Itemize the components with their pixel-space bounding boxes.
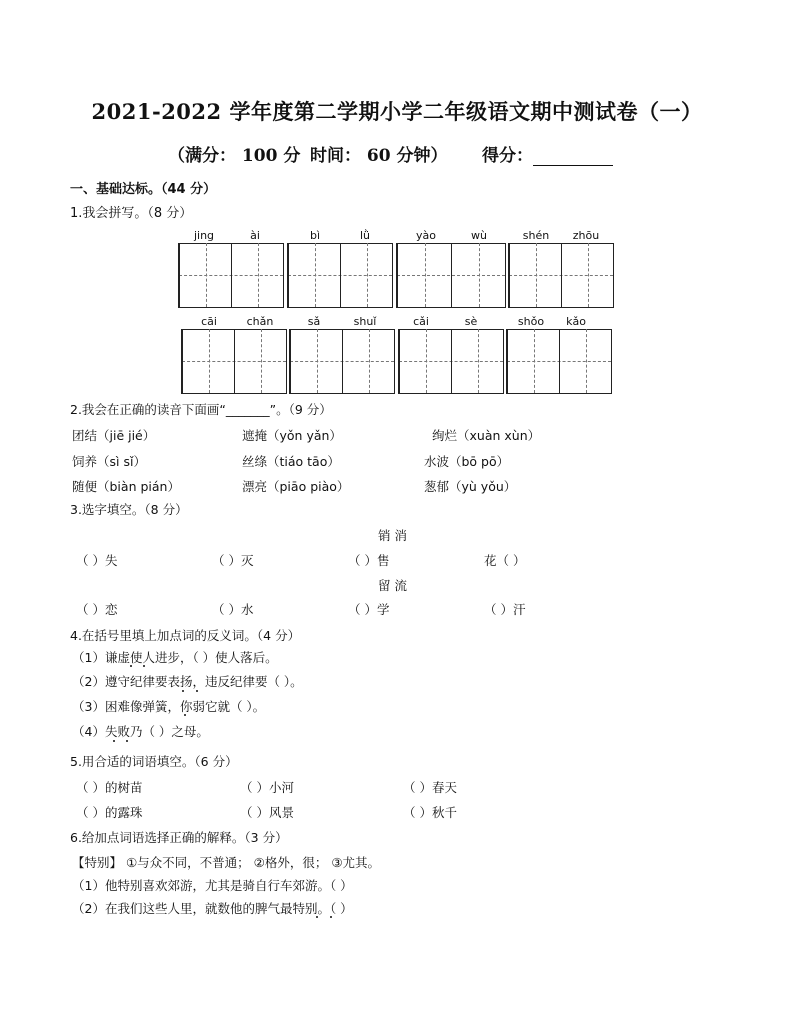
full-score: （满分： 100 分 [168,146,301,166]
pinyin-label: chǎn [246,315,274,328]
fill-blank[interactable]: （ ）恋 [76,602,118,617]
pinyin-label: jing [193,229,215,242]
writing-cell[interactable] [290,329,343,393]
page-title: 2021-2022 学年度第二学期小学二年级语文期中测试卷（一） [91,99,703,124]
fill-blank[interactable]: （ ）风景 [240,805,294,820]
writing-cell[interactable] [234,329,287,393]
reading-choice[interactable]: 葱郁（yù yǒu） [424,479,517,494]
antonym-item[interactable]: （1）谦虚使人进步，（ ）使人落后。 [72,650,278,665]
fill-blank[interactable]: （ ）灭 [212,553,254,568]
writing-cell[interactable] [507,329,560,393]
writing-grid[interactable] [289,329,395,394]
writing-cell[interactable] [342,329,395,393]
score-label: 得分： [482,146,533,166]
q2-label: 2.我会在正确的读音下面画“_______”。（9 分） [70,402,332,417]
writing-grid[interactable] [181,329,287,394]
fill-blank[interactable]: （ ）秋千 [403,805,457,820]
emphasis-dot [184,714,186,716]
score-blank[interactable] [533,149,613,166]
writing-cell[interactable] [179,243,232,307]
emphasis-dot [143,665,145,667]
q3-label: 3.选字填空。（8 分） [70,502,188,517]
pinyin-label: wù [471,229,487,242]
pinyin-label: sè [464,315,478,328]
writing-cell[interactable] [288,243,341,307]
pinyin-label: ài [250,229,260,242]
writing-grid[interactable] [506,329,612,394]
writing-grid[interactable] [287,243,393,308]
reading-choice[interactable]: 漂亮（piāo piào） [242,479,350,494]
emphasis-dot [182,690,184,692]
writing-grid[interactable] [396,243,506,308]
pinyin-label: kǎo [566,315,586,328]
reading-choice[interactable]: 丝绦（tiáo tāo） [242,454,340,469]
reading-choice[interactable]: 水波（bō pō） [424,454,510,469]
writing-cell[interactable] [397,243,452,307]
writing-cell[interactable] [182,329,235,393]
fill-blank[interactable]: （ ）小河 [240,780,294,795]
meaning-item[interactable]: （1）他特别喜欢郊游，尤其是骑自行车郊游。（ ） [72,878,353,893]
fill-blank[interactable]: （ ）学 [348,602,390,617]
antonym-item[interactable]: （3）困难像弹簧，你弱它就（ ）。 [72,699,266,714]
writing-cell[interactable] [399,329,452,393]
emphasis-dot [330,916,332,918]
fill-blank[interactable]: （ ）水 [212,602,254,617]
q1-label: 1.我会拼写。（8 分） [70,206,193,221]
fill-blank[interactable]: （ ）售 [348,553,390,568]
q5-label: 5.用合适的词语填空。（6 分） [70,754,238,769]
reading-choice[interactable]: 随便（biàn pián） [72,479,180,494]
emphasis-dot [126,740,128,742]
writing-cell[interactable] [451,329,504,393]
writing-cell[interactable] [231,243,284,307]
writing-cell[interactable] [340,243,393,307]
pinyin-label: bì [309,229,321,242]
char-options: 留 流 [378,578,407,593]
reading-choice[interactable]: 遮掩（yǒn yǎn） [242,428,342,443]
section-heading: 一、基础达标。（44 分） [70,182,217,197]
emphasis-dot [113,740,115,742]
pinyin-label: sǎ [307,315,321,328]
pinyin-label: zhōu [572,229,600,242]
writing-grid[interactable] [508,243,614,308]
reading-choice[interactable]: 团结（jiē jié） [72,428,156,443]
emphasis-dot [196,690,198,692]
reading-choice[interactable]: 绚烂（xuàn xùn） [432,428,541,443]
emphasis-dot [316,916,318,918]
pinyin-label: shǒo [517,315,545,328]
pinyin-label: shuǐ [353,315,377,328]
antonym-item[interactable]: （2）遵守纪律要表扬，违反纪律要（ ）。 [72,674,303,689]
score-field[interactable] [482,141,613,166]
pinyin-label: cāi [201,315,217,328]
definition-line: 【特别】 ①与众不同，不普通； ②格外，很； ③尤其。 [72,855,381,870]
char-options: 销 消 [378,528,407,543]
time-limit: 时间： 60 分钟） [310,146,448,166]
writing-cell[interactable] [561,243,614,307]
fill-blank[interactable]: （ ）的露珠 [76,805,143,820]
writing-cell[interactable] [559,329,612,393]
pinyin-label: shén [522,229,550,242]
pinyin-label: cǎi [413,315,429,328]
fill-blank[interactable]: （ ）汗 [484,602,526,617]
writing-cell[interactable] [509,243,562,307]
writing-cell[interactable] [451,243,506,307]
fill-blank[interactable]: （ ）的树苗 [76,780,143,795]
meaning-item[interactable]: （2）在我们这些人里，就数他的脾气最特别。（ ） [72,901,353,916]
emphasis-dot [130,665,132,667]
fill-blank[interactable]: 花（ ） [484,553,526,568]
q4-label: 4.在括号里填上加点词的反义词。（4 分） [70,628,301,643]
writing-grid[interactable] [398,329,504,394]
fill-blank[interactable]: （ ）春天 [403,780,457,795]
antonym-item[interactable]: （4）失败乃（ ）之母。 [72,724,209,739]
reading-choice[interactable]: 饲养（sì sǐ） [72,454,146,469]
pinyin-label: lǜ [359,229,371,242]
writing-grid[interactable] [178,243,284,308]
fill-blank[interactable]: （ ）失 [76,553,118,568]
q6-label: 6.给加点词语选择正确的解释。（3 分） [70,830,288,845]
pinyin-label: yào [416,229,436,242]
